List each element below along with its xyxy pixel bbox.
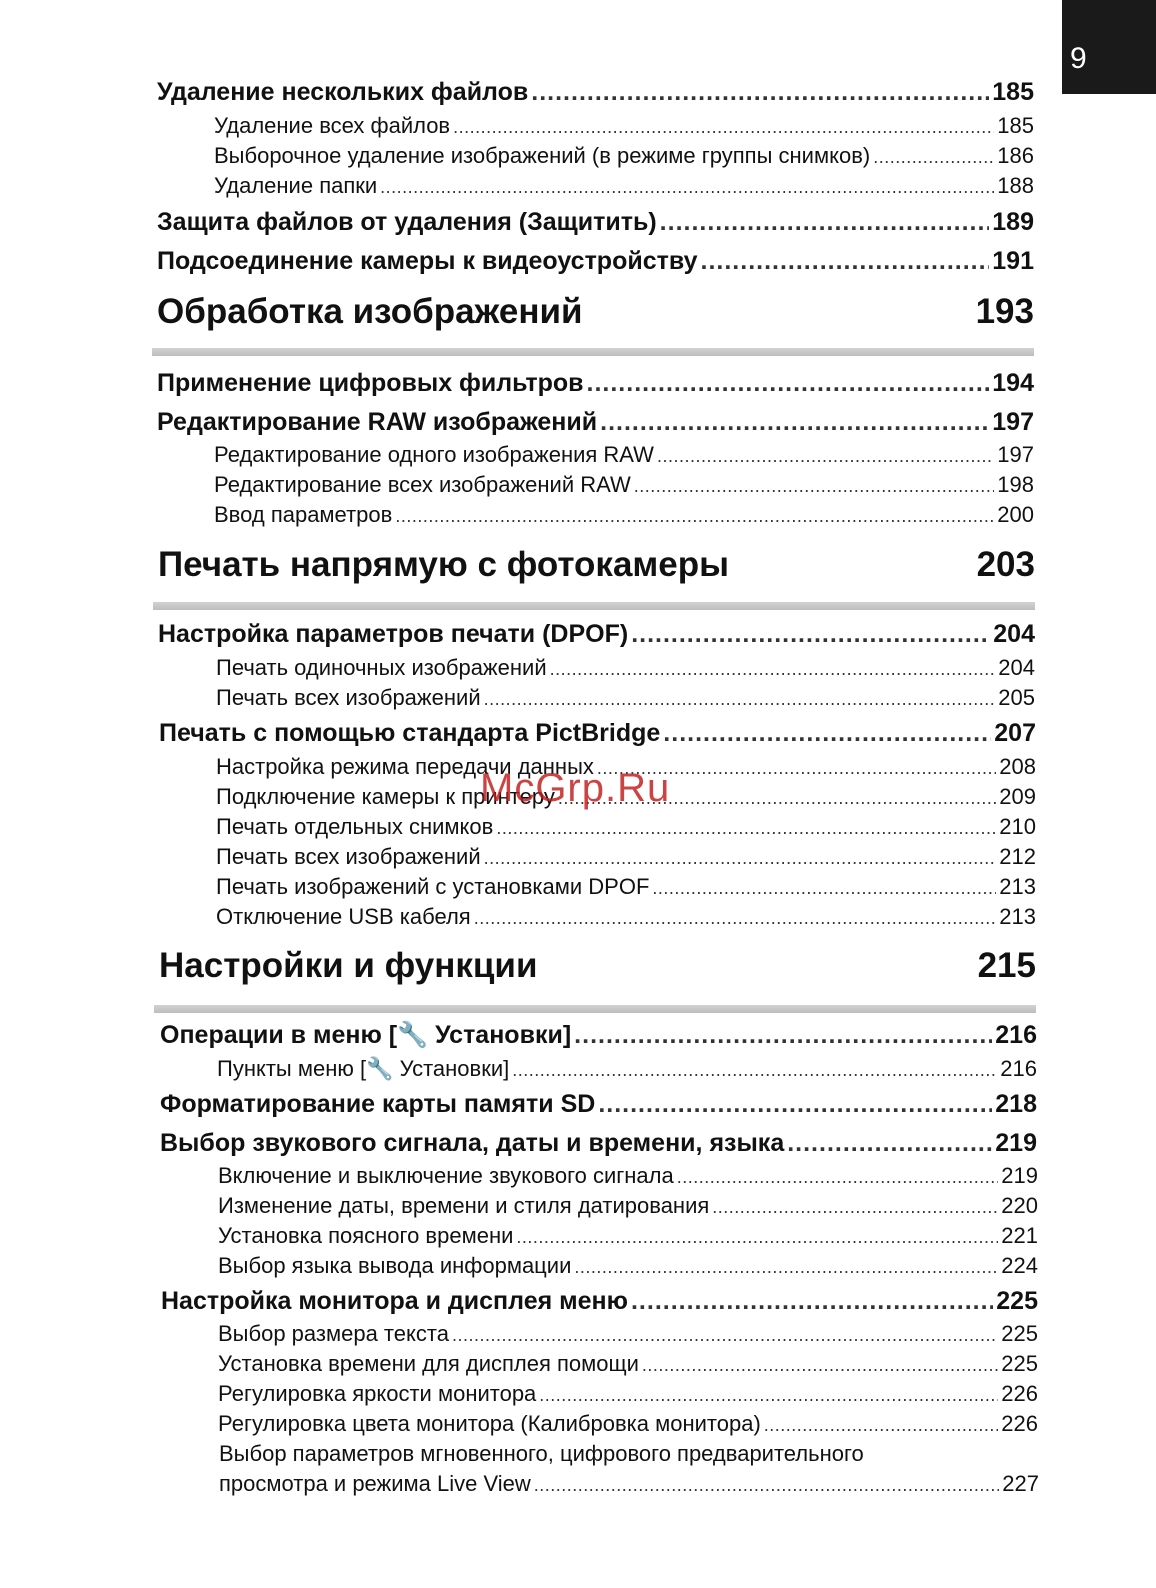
- section-rule: [154, 1005, 1036, 1013]
- dot-leader: [764, 1415, 999, 1436]
- toc-entry[interactable]: Форматирование карты памяти SD ..... 218: [160, 1090, 1037, 1119]
- page-number: 9: [1070, 42, 1087, 75]
- dot-leader: [600, 408, 989, 437]
- toc-subentry[interactable]: Выбор размера текста ..... 225: [218, 1321, 1038, 1347]
- toc-subentry[interactable]: Подключение камеры к принтеру ..... 209: [216, 784, 1036, 810]
- section-heading[interactable]: [158, 545, 1035, 585]
- toc-entry[interactable]: Применение цифровых фильтров ..... 194: [157, 369, 1034, 398]
- dot-leader: [512, 1060, 997, 1081]
- dot-leader: [587, 369, 990, 398]
- dot-leader: [380, 177, 994, 198]
- toc-entry[interactable]: Настройка монитора и дисплея меню ..... 225: [161, 1287, 1038, 1316]
- toc-subentry[interactable]: Изменение даты, времени и стиля датирования ..... 220: [218, 1193, 1038, 1219]
- dot-leader: [677, 1167, 999, 1188]
- section-rule: [153, 602, 1035, 610]
- toc-subentry[interactable]: Редактирование одного изображения RAW ..... 197: [214, 442, 1034, 468]
- dot-leader: [787, 1129, 992, 1158]
- section-page: 203: [976, 545, 1035, 584]
- dot-leader: [474, 908, 997, 929]
- dot-leader: [598, 1090, 992, 1119]
- dot-leader: [663, 719, 991, 748]
- section-rule: [152, 348, 1034, 356]
- dot-leader: [496, 818, 996, 839]
- dot-leader: [453, 117, 994, 138]
- toc-entry[interactable]: Подсоединение камеры к видеоустройству ..... 191: [157, 247, 1034, 276]
- toc-subentry[interactable]: Установка поясного времени ..... 221: [218, 1223, 1038, 1249]
- toc-subentry[interactable]: Печать изображений с установками DPOF ..... 213: [216, 874, 1036, 900]
- section-page: 215: [977, 946, 1036, 985]
- dot-leader: [642, 1355, 998, 1376]
- dot-leader: [873, 147, 994, 168]
- toc-entry[interactable]: Редактирование RAW изображений ..... 197: [157, 408, 1034, 437]
- section-page: 193: [975, 292, 1034, 331]
- dot-leader: [484, 848, 997, 869]
- watermark: McGrp.Ru: [480, 766, 671, 810]
- section-title: Печать напрямую с фотокамеры: [158, 545, 730, 584]
- toc-subentry[interactable]: Установка времени для дисплея помощи ..... 225: [218, 1351, 1038, 1377]
- dot-leader: [657, 446, 994, 467]
- dot-leader: [534, 1475, 1000, 1496]
- toc-subentry[interactable]: Настройка режима передачи данных ..... 208: [216, 754, 1036, 780]
- dot-leader: [712, 1197, 998, 1218]
- toc-subentry[interactable]: Печать всех изображений ..... 212: [216, 844, 1036, 870]
- toc-subentry[interactable]: Печать всех изображений ..... 205: [216, 685, 1035, 711]
- toc-subentry[interactable]: Регулировка цвета монитора (Калибровка монитора) ..... 226: [218, 1411, 1038, 1437]
- dot-leader: [452, 1325, 998, 1346]
- toc-subentry[interactable]: просмотра и режима Live View ..... 227: [219, 1471, 1039, 1497]
- toc-subentry[interactable]: Пункты меню [🔧 Установки] ..... 216: [217, 1056, 1037, 1082]
- dot-leader: [574, 1257, 998, 1278]
- dot-leader: [539, 1385, 998, 1406]
- section-heading[interactable]: [157, 292, 1034, 332]
- toc-subentry[interactable]: Удаление всех файлов ..... 185: [214, 113, 1034, 139]
- dot-leader: [634, 476, 995, 497]
- toc-subentry[interactable]: Отключение USB кабеля ..... 213: [216, 904, 1036, 930]
- toc-subentry[interactable]: Редактирование всех изображений RAW ..... 198: [214, 472, 1034, 498]
- dot-leader: [395, 506, 994, 527]
- toc-subentry[interactable]: Включение и выключение звукового сигнала ..... 219: [218, 1163, 1038, 1189]
- toc-subentry[interactable]: Ввод параметров ..... 200: [214, 502, 1034, 528]
- toc-entry[interactable]: Операции в меню [🔧 Установки] ..... 216: [160, 1021, 1037, 1050]
- toc-entry[interactable]: Удаление нескольких файлов ..... 185: [157, 78, 1034, 107]
- dot-leader: [701, 247, 990, 276]
- dot-leader: [516, 1227, 998, 1248]
- dot-leader: [660, 208, 990, 237]
- dot-leader: [574, 1021, 992, 1050]
- dot-leader: [631, 620, 990, 649]
- toc-entry[interactable]: Выбор звукового сигнала, даты и времени, языка ..... 219: [160, 1129, 1037, 1158]
- toc-subentry[interactable]: Регулировка яркости монитора ..... 226: [218, 1381, 1038, 1407]
- toc-subentry[interactable]: Выбор языка вывода информации ..... 224: [218, 1253, 1038, 1279]
- toc-subentry[interactable]: Выборочное удаление изображений (в режиме группы снимков) ..... 186: [214, 143, 1034, 169]
- dot-leader: [631, 1287, 993, 1316]
- section-title: Настройки и функции: [159, 946, 538, 985]
- toc-subentry[interactable]: Печать отдельных снимков ..... 210: [216, 814, 1036, 840]
- toc-entry[interactable]: Печать с помощью стандарта PictBridge ..... 207: [159, 719, 1036, 748]
- toc-entry[interactable]: Защита файлов от удаления (Защитить) ..... 189: [157, 208, 1034, 237]
- dot-leader: [652, 878, 996, 899]
- toc-subentry-line1[interactable]: Выбор параметров мгновенного, цифрового предварительного: [219, 1441, 864, 1466]
- toc-subentry[interactable]: Удаление папки ..... 188: [214, 173, 1034, 199]
- toc-subentry[interactable]: Печать одиночных изображений ..... 204: [216, 655, 1035, 681]
- section-heading[interactable]: [159, 946, 1036, 986]
- toc-entry[interactable]: Настройка параметров печати (DPOF) ..... 204: [158, 620, 1035, 649]
- dot-leader: [484, 689, 996, 710]
- dot-leader: [531, 78, 989, 107]
- dot-leader: [550, 659, 996, 680]
- section-title: Обработка изображений: [157, 292, 583, 331]
